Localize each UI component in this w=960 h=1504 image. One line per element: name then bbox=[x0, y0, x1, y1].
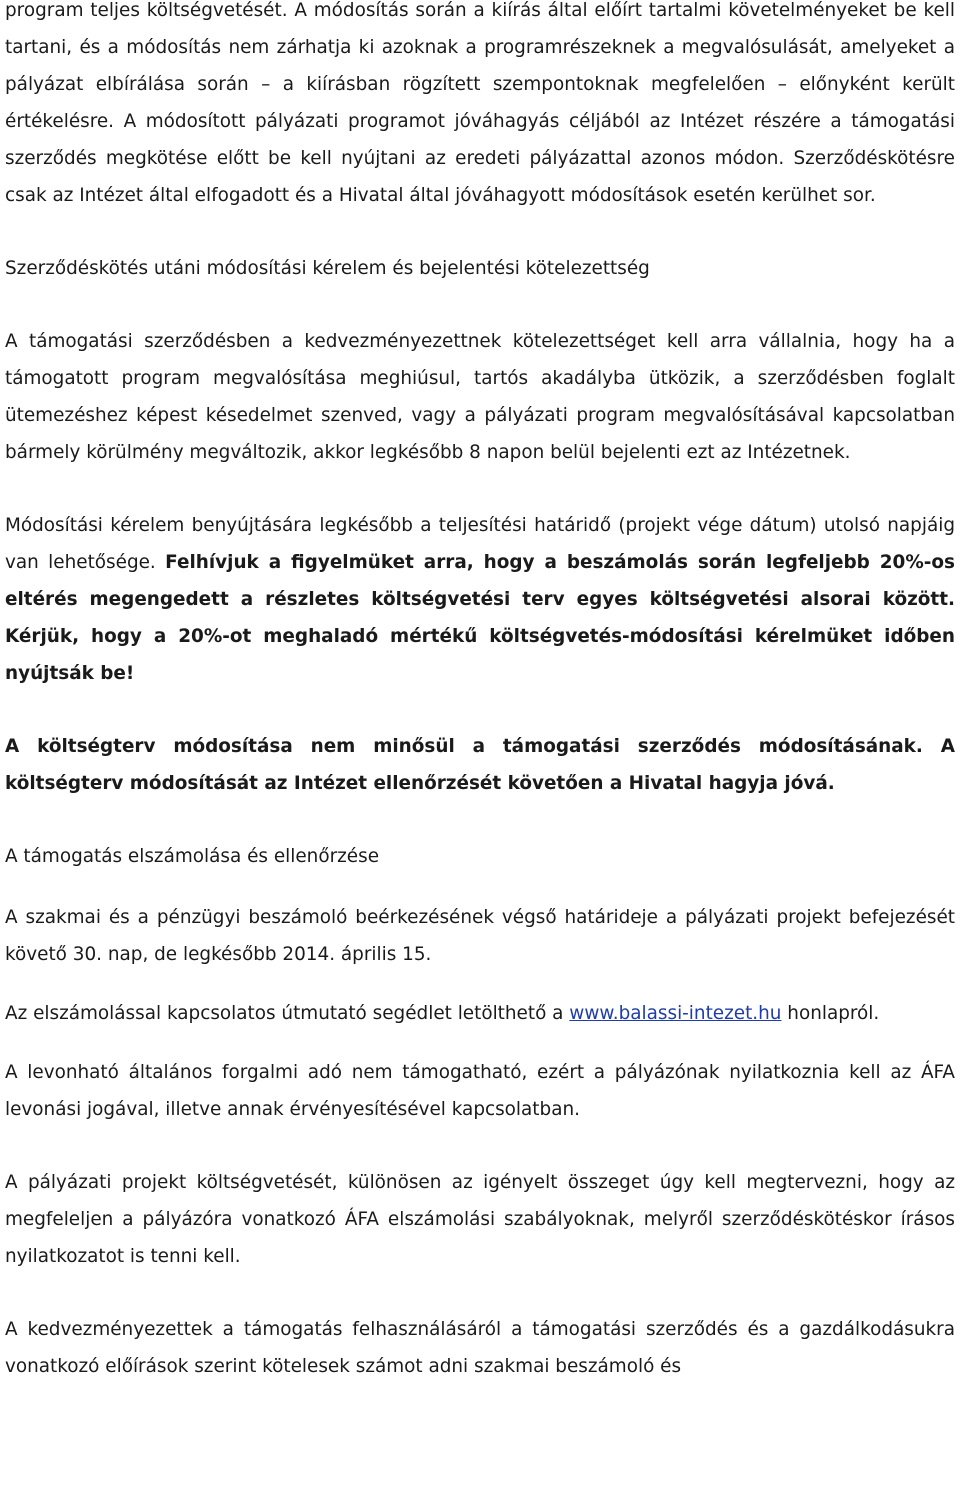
paragraph-settlement-guide bbox=[5, 995, 955, 1032]
paragraph-report-deadline: A szakmai és a pénzügyi beszámoló beérkezésének végső határideje a pályázati projekt befejezését követő 30. nap, de legkésőbb 2014. április 15. bbox=[5, 907, 955, 965]
section-heading-settlement: A támogatás elszámolása és ellenőrzése bbox=[5, 846, 380, 867]
paragraph-budget-approval-bold: A költségterv módosítása nem minősül a támogatási szerződés módosításának. A költségterv módosítását az Intézet ellenőrzését követően a Hivatal hagyja jóvá. bbox=[5, 736, 955, 794]
paragraph-beneficiaries-reporting: A kedvezményezettek a támogatás felhasználásáról a támogatási szerződés és a gazdálkodásukra vonatkozó előírások szerint kötelesek számot adni szakmai beszámoló és bbox=[5, 1319, 955, 1377]
balassi-website-link[interactable]: www.balassi-intezet.hu bbox=[569, 1003, 782, 1024]
modification-deadline-text: Módosítási kérelem benyújtására legkésőbb a teljesítési határidő (projekt vége dátum) utolsó napjáig van lehetősége. bbox=[5, 515, 955, 573]
settlement-guide-suffix: honlapról. bbox=[781, 1003, 880, 1024]
paragraph-budget-planning: A pályázati projekt költségvetését, különösen az igényelt összeget úgy kell megtervezni, hogy az megfeleljen a pályázóra vonatkozó ÁFA elszámolási szabályoknak, melyről szerződéskötéskor írásos nyilatkozatot is tenni kell. bbox=[5, 1172, 955, 1267]
paragraph-reporting-obligation: A támogatási szerződésben a kedvezményezettnek kötelezettséget kell arra vállalnia, hogy ha a támogatott program megvalósítása meghiúsul, tartós akadályba ütközik, a szerződésben foglalt ütemezéshez képest késedelmet szenved, vagy a pályázati program megvalósításával kapcsolatban bármely körülmény megváltozik, akkor legkésőbb 8 napon belül bejelenti ezt az Intézetnek. bbox=[5, 331, 955, 463]
settlement-guide-text: Az elszámolással kapcsolatos útmutató segédlet letölthető a bbox=[5, 1003, 570, 1024]
paragraph-modification-deadline bbox=[5, 507, 955, 692]
deviation-notice-bold: Felhívjuk a figyelmüket arra, hogy a beszámolás során legfeljebb 20%-os eltérés megengedett a részletes költségvetési terv egyes költségvetési alsorai között. Kérjük, hogy a 20%-ot meghaladó mértékű költségvetés-módosítási kérelmüket időben nyújtsák be! bbox=[5, 552, 955, 684]
paragraph-vat-deduction: A levonható általános forgalmi adó nem támogatható, ezért a pályázónak nyilatkoznia kell az ÁFA levonási jogával, illetve annak érvényesítésével kapcsolatban. bbox=[5, 1062, 955, 1120]
paragraph-budget-modification: program teljes költségvetését. A módosítás során a kiírás által előírt tartalmi követelményeket be kell tartani, és a módosítás nem zárhatja ki azoknak a programrészeknek a megvalósulását, amelyeket a pályázat elbírálása során – a kiírásban rögzített szempontoknak megfelelően – előnyként került értékelésre. A módosított pályázati programot jóváhagyás céljából az Intézet részére a támogatási szerződés megkötése előtt be kell nyújtani az eredeti pályázattal azonos módon. Szerződéskötésre csak az Intézet által elfogadott és a Hivatal által jóváhagyott módosítások esetén kerülhet sor. bbox=[5, 0, 955, 206]
document-page bbox=[5, 0, 955, 1385]
section-heading-modification-request: Szerződéskötés utáni módosítási kérelem és bejelentési kötelezettség bbox=[5, 258, 650, 279]
